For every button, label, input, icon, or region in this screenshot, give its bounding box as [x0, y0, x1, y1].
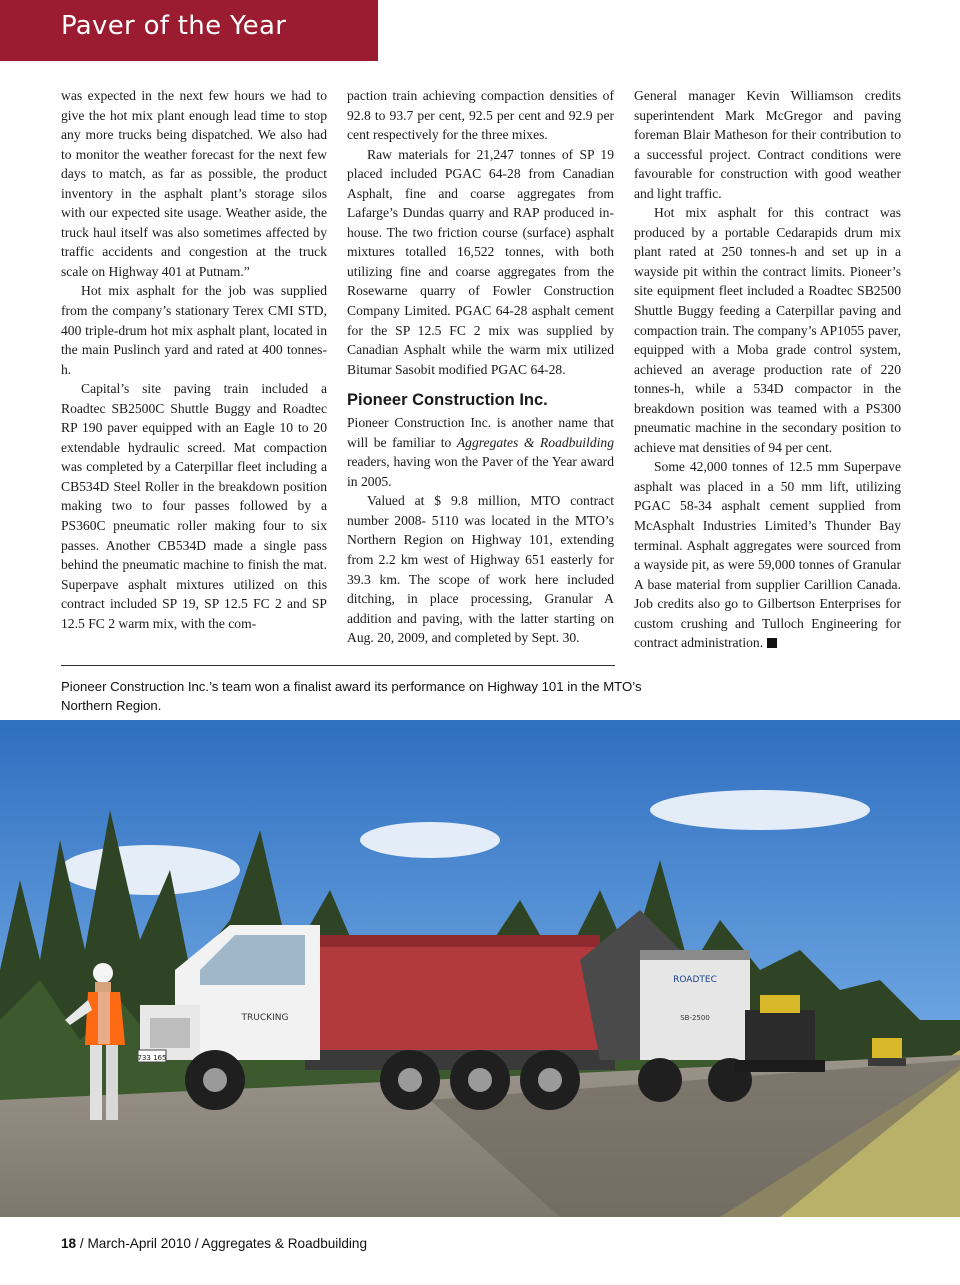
page-footer [61, 1236, 367, 1251]
section-title: Paver of the Year [61, 11, 287, 41]
paragraph-text: Pioneer Construction Inc. is another name that will be familiar to [347, 415, 614, 450]
page-number: 18 [61, 1236, 77, 1251]
paragraph: paction train achieving compaction densities of 92.8 to 93.7 per cent, 92.5 per cent and 92.9 per cent respectively for the three mixes. [347, 88, 614, 143]
paragraph-text: Some 42,000 tonnes of 12.5 mm Superpave asphalt was placed in a 50 mm lift, utilizing PGAC 58-34 asphalt cement supplied from McAsphalt Industries Limited’s Thunder Bay terminal. Asphalt aggregates were sourced from a wayside pit, as were 59,000 tonnes of Granular A base material from supplier Carillion Canada. Job credits also go to Gilbertson Enterprises for custom crushing and Tulloch Engineering for contract administration. [634, 459, 901, 651]
paragraph [347, 413, 614, 491]
roller [868, 1038, 906, 1066]
article-column-1 [61, 86, 327, 633]
photo-caption: Pioneer Construction Inc.’s team won a finalist award its performance on Highway 101 in the MTO’s Northern Region. [61, 679, 642, 713]
paragraph [634, 457, 901, 652]
paragraph: Capital’s site paving train included a Roadtec SB2500C Shuttle Buggy and Roadtec RP 190 paver equipped with an Eagle 10 to 20 extendable hydraulic screed. Mat compaction was completed by a Caterpillar fleet including a CB534D Steel Roller in the breakdown position making two to four passes followed by a PS360C pneumatic roller making four to six passes. Another CB534D made a single pass behind the pneumatic machine to finish the mat. Superpave asphalt mixtures utilized on this contract included SP 19, SP 12.5 FC 2 and SP 12.5 FC 2 warm mix, with the com- [61, 381, 327, 631]
article-subheading: Pioneer Construction Inc. [347, 391, 548, 410]
publication-name: Aggregates & Roadbuilding [456, 434, 614, 450]
paragraph-text: readers, having won the Paver of the Year award in 2005. [347, 454, 614, 489]
paragraph: Hot mix asphalt for the job was supplied from the company’s stationary Terex CMI STD, 400 triple-drum hot mix asphalt plant, located in the main Puslinch yard and rated at 400 tonnes-h. [61, 283, 327, 377]
shuttle-buggy-brand: ROADTEC [673, 975, 717, 985]
caption-divider [61, 665, 615, 666]
paragraph: was expected in the next few hours we had to give the hot mix plant enough lead time to stop any more trucks being dispatched. We also had to monitor the weather forecast for the next few days to match, as far as possible, the product inventory in the asphalt plant’s storage silos with our expected site usage. Weather aside, the truck haul itself was also sometimes affected by traffic accidents and congestion at the truck scale on Highway 401 at Putnam.” [61, 88, 327, 279]
end-mark-icon [767, 638, 777, 648]
footer-publication: / March-April 2010 / Aggregates & Roadbuilding [76, 1236, 368, 1251]
article-column-3 [634, 86, 901, 653]
paragraph: Hot mix asphalt for this contract was produced by a portable Cedarapids drum mix plant rated at 250 tonnes-h and set up in a wayside pit within the contract limits. Pioneer’s site equipment fleet included a Roadtec SB2500 Shuttle Buggy feeding a Caterpillar paving and compaction train. The company’s AP1055 paver, equipped with a Moba grade control system, achieved an average production rate of 220 tonnes-h, while a 534D compactor in the breakdown position was teamed with a PS300 pneumatic machine in the secondary position to achieve mat densities of 94 per cent. [634, 205, 901, 455]
shuttle-buggy-model: SB-2500 [680, 1014, 710, 1022]
section-header-bar [0, 0, 378, 61]
truck-door-text: TRUCKING [241, 1013, 289, 1023]
paragraph: Raw materials for 21,247 tonnes of SP 19 placed included PGAC 64-28 from Canadian Asphalt, fine and coarse aggregates from Lafarge’s Dundas quarry and RAP produced in-house. The two friction course (surface) asphalt mixtures totalled 16,522 tonnes, with both utilizing fine and coarse aggregates from the Rosewarne quarry of Fowler Construction Company Limited. PGAC 64-28 asphalt cement for the SP 12.5 FC 2 mix was supplied by Canadian Asphalt while the warm mix utilized Bitumar Sasobit modified PGAC 64-28. [347, 146, 614, 377]
license-plate: 733 165 [137, 1054, 167, 1062]
paragraph: Valued at $ 9.8 million, MTO contract number 2008- 5110 was located in the MTO’s Northern Region on Highway 101, extending from 2.2 km west of Highway 651 easterly for 39.3 km. The scope of work here included ditching, in place processing, Granular A addition and paving, with the latter starting on Aug. 20, 2009, and completed by Sept. 30. [347, 493, 614, 646]
article-photo [0, 720, 960, 1217]
article-column-2 [347, 86, 614, 648]
paragraph: General manager Kevin Williamson credits superintendent Mark McGregor and paving foreman Blair Matheson for their contribution to a successful project. Contract conditions were favourable for construction with good weather and light traffic. [634, 88, 901, 201]
